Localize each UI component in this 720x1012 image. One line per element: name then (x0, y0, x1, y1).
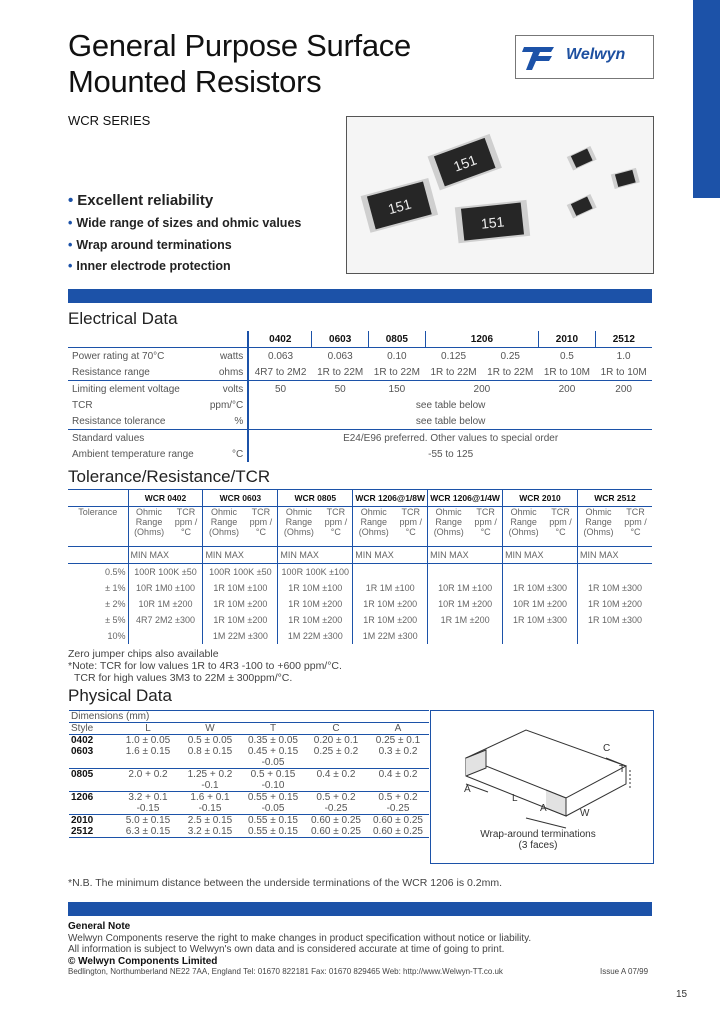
table-row: TCR ppm/°C see table below (68, 397, 652, 413)
welwyn-logo (515, 35, 654, 79)
product-photo (346, 116, 654, 274)
company-name: © Welwyn Components Limited (68, 956, 218, 967)
table-row: Ambient temperature range °C -55 to 125 (68, 446, 652, 462)
feature-list (68, 192, 301, 281)
physical-heading: Physical Data (68, 686, 172, 705)
table-row: 0603 1.6 ± 0.15 0.8 ± 0.15 0.45 + 0.15 -0.05 0.25 ± 0.2 0.3 ± 0.2 (69, 746, 429, 769)
tolerance-heading: Tolerance/Resistance/TCR (68, 467, 271, 486)
resistor-chips-image (347, 117, 653, 273)
table-row: 1206 3.2 + 0.1 -0.15 1.6 + 0.1 -0.15 0.55 + 0.15 -0.05 0.5 + 0.2 -0.25 0.5 + 0.2 -0.25 (69, 792, 429, 815)
table-row: 0402 1.0 ± 0.05 0.5 ± 0.05 0.35 ± 0.05 0.20 ± 0.1 0.25 ± 0.1 (71, 735, 421, 746)
table-row: Resistance tolerance % see table below (68, 413, 652, 430)
table-row: ± 5% 4R7 2M2 ±300 1R 10M ±200 1R 10M ±200 1R 10M ±200 1R 1M ±200 1R 10M ±300 1R 10M ±300 (68, 612, 652, 628)
table-row: 0.5% 100R 100K ±50 100R 100K ±50 100R 100K ±100 (68, 564, 652, 581)
table-row: 2512 6.3 ± 0.15 3.2 ± 0.15 0.55 ± 0.15 0.60 ± 0.25 0.60 ± 0.25 (69, 826, 429, 838)
feature-item: • Inner electrode protection (68, 259, 301, 281)
note-line: TCR for high values 3M3 to 22M ± 300ppm/°C. (74, 672, 293, 684)
svg-text:151: 151 (480, 213, 506, 232)
logo-text: Welwyn (566, 46, 626, 63)
svg-text:151: 151 (451, 151, 479, 175)
table-row: Limiting element voltage volts 50 50 150 200 200 200 (68, 381, 652, 398)
label-c: C (603, 743, 611, 754)
label-a2: A (540, 803, 547, 814)
feature-item: • Wrap around terminations (68, 238, 301, 260)
label-l: L (512, 793, 518, 804)
feature-item: • Wide range of sizes and ohmic values (68, 216, 301, 238)
physical-table: Dimensions (mm) Style L W T C A 0402 1.0 ± 0.05 0.5 ± 0.05 0.35 ± 0.05 0.20 ± 0.1 0.25 ± 0.1 0603 1.6 ± 0.15 0.8 ± 0.15 0.45 + 0.15 -0.05 0.25 ± 0.2 0.3 ± 0.2 0805 2.0 + 0.2 1.25 + 0.2 -0.1 0.5 + 0.15 -0.10 0.4 ± 0.2 0.4 ± 0.2 1206 3.2 + 0.1 -0.15 1.6 + 0.1 -0.15 0.55 + 0.15 -0.05 0.5 + 0.2 -0.25 0.5 + 0.2 -0.25 2010 5.0 ± 0.15 2.5 ± 0.15 0.55 ± 0.15 0.60 ± 0.25 0.60 ± 0.25 2512 6.3 ± 0.15 3.2 ± 0.15 0.55 ± 0.15 0.60 ± 0.25 0.60 ± 0.25 (69, 710, 429, 838)
sidebar-accent-bar (693, 0, 720, 198)
svg-text:151: 151 (386, 195, 413, 218)
label-t: T (619, 764, 626, 775)
table-row: 2010 5.0 ± 0.15 2.5 ± 0.15 0.55 ± 0.15 0.60 ± 0.25 0.60 ± 0.25 (71, 815, 423, 826)
diagram-caption: Wrap-around terminations (3 faces) (480, 829, 596, 851)
label-w: W (580, 808, 590, 819)
general-note: General Note Welwyn Components reserve the right to make changes in product specification without notice or liability. All information is subject to Welwyn's own data and is considered accurate at time of going to print. (68, 921, 532, 955)
welwyn-logo-icon (518, 38, 560, 74)
tolerance-notes (68, 648, 342, 684)
section-divider (68, 289, 652, 303)
table-row: 0805 2.0 + 0.2 1.25 + 0.2 -0.1 0.5 + 0.15 -0.10 0.4 ± 0.2 0.4 ± 0.2 (69, 769, 429, 792)
series-label: WCR SERIES (68, 113, 151, 128)
table-row: ± 2% 10R 1M ±200 1R 10M ±200 1R 10M ±200 1R 10M ±200 10R 1M ±200 10R 1M ±200 1R 10M ±200 (68, 596, 652, 612)
table-row: ± 1% 10R 1M0 ±100 1R 10M ±100 1R 10M ±100 1R 1M ±100 10R 1M ±100 1R 10M ±300 1R 10M ±300 (68, 580, 652, 596)
title-line-1: General Purpose Surface (68, 28, 411, 63)
electrical-heading: Electrical Data (68, 309, 178, 328)
label-a: A (464, 784, 471, 795)
table-row: 10% 1M 22M ±300 1M 22M ±300 1M 22M ±300 (68, 628, 652, 644)
table-row: Power rating at 70°C watts 0.063 0.063 0.10 0.125 0.25 0.5 1.0 (68, 348, 652, 365)
table-row: Standard values E24/E96 preferred. Other values to special order (68, 430, 652, 447)
company-address: Bedlington, Northumberland NE22 7AA, England Tel: 01670 822181 Fax: 01670 829465 Web: http://www.Welwyn-TT.co.uk (68, 967, 503, 976)
page-title (68, 28, 411, 100)
table-row: Resistance range ohms 4R7 to 2M2 1R to 22M 1R to 22M 1R to 22M 1R to 22M 1R to 10M 1R to 10M (68, 364, 652, 381)
nb-note: *N.B. The minimum distance between the underside terminations of the WCR 1206 is 0.2mm. (68, 877, 503, 889)
page-number: 15 (676, 989, 688, 1000)
general-note-title: General Note (68, 921, 131, 932)
section-divider (68, 902, 652, 916)
note-line: Zero jumper chips also available (68, 648, 219, 660)
tolerance-table: WCR 0402 WCR 0603 WCR 0805 WCR 1206@1/8W WCR 1206@1/4W WCR 2010 WCR 2512 Tolerance Ohmic Range (Ohms) TCR ppm /°C Ohmic Range (Ohms) TCR ppm /°C Ohmic Range (Ohms) TCR ppm /°C Ohmic Range (Ohms) TCR ppm /°C Ohmic Range (Ohms) TCR ppm /°C Ohmic Range (Ohms) TCR ppm /°C Ohmic Range (Ohms) TCR ppm /°C MIN MAX MIN MAX MIN MAX MIN MAX MIN MAX MIN MAX MIN MAX 0.5% 100R 100K ±50 100R 100K ±50 100R 100K ±100 ± 1% 10R 1M0 ±100 1R 10M ±100 1R 10M ±100 1R 1M ±100 10R 1M ±100 1R 10M ±300 1R 10M ±300 ± 2% 10R 1M ±200 1R 10M ±200 1R 10M ±200 1R 10M ±200 10R 1M ±200 10R 1M ±200 1R 10M ±200 ± 5% 4R7 2M2 ±300 1R 10M ±200 1R 10M ±200 1R 10M ±200 1R 1M ±200 1R 10M ±300 1R 10M ±300 10% 1M 22M ±300 1M 22M ±300 1M 22M ±300 (68, 489, 652, 644)
note-line: *Note: TCR for low values 1R to 4R3 -100 to +600 ppm/°C. (68, 660, 342, 672)
electrical-table: 0402 0603 0805 1206 2010 2512 Power rating at 70°C watts 0.063 0.063 0.10 0.125 0.25 0.5 1.0 Resistance range ohms 4R7 to 2M2 1R to 22M 1R to 22M 1R to 22M 1R to 22M 1R to 10M 1R to 10M Limiting element voltage volts 50 50 150 200 200 200 TCR ppm/°C see table below Resistance tolerance % see table below Standard values E24/E96 preferred. Other values to special order Ambient temperature range °C -55 to 125 (68, 331, 652, 462)
title-line-2: Mounted Resistors (68, 64, 322, 99)
feature-item: • Excellent reliability (68, 192, 301, 216)
issue-label: Issue A 07/99 (600, 967, 649, 976)
